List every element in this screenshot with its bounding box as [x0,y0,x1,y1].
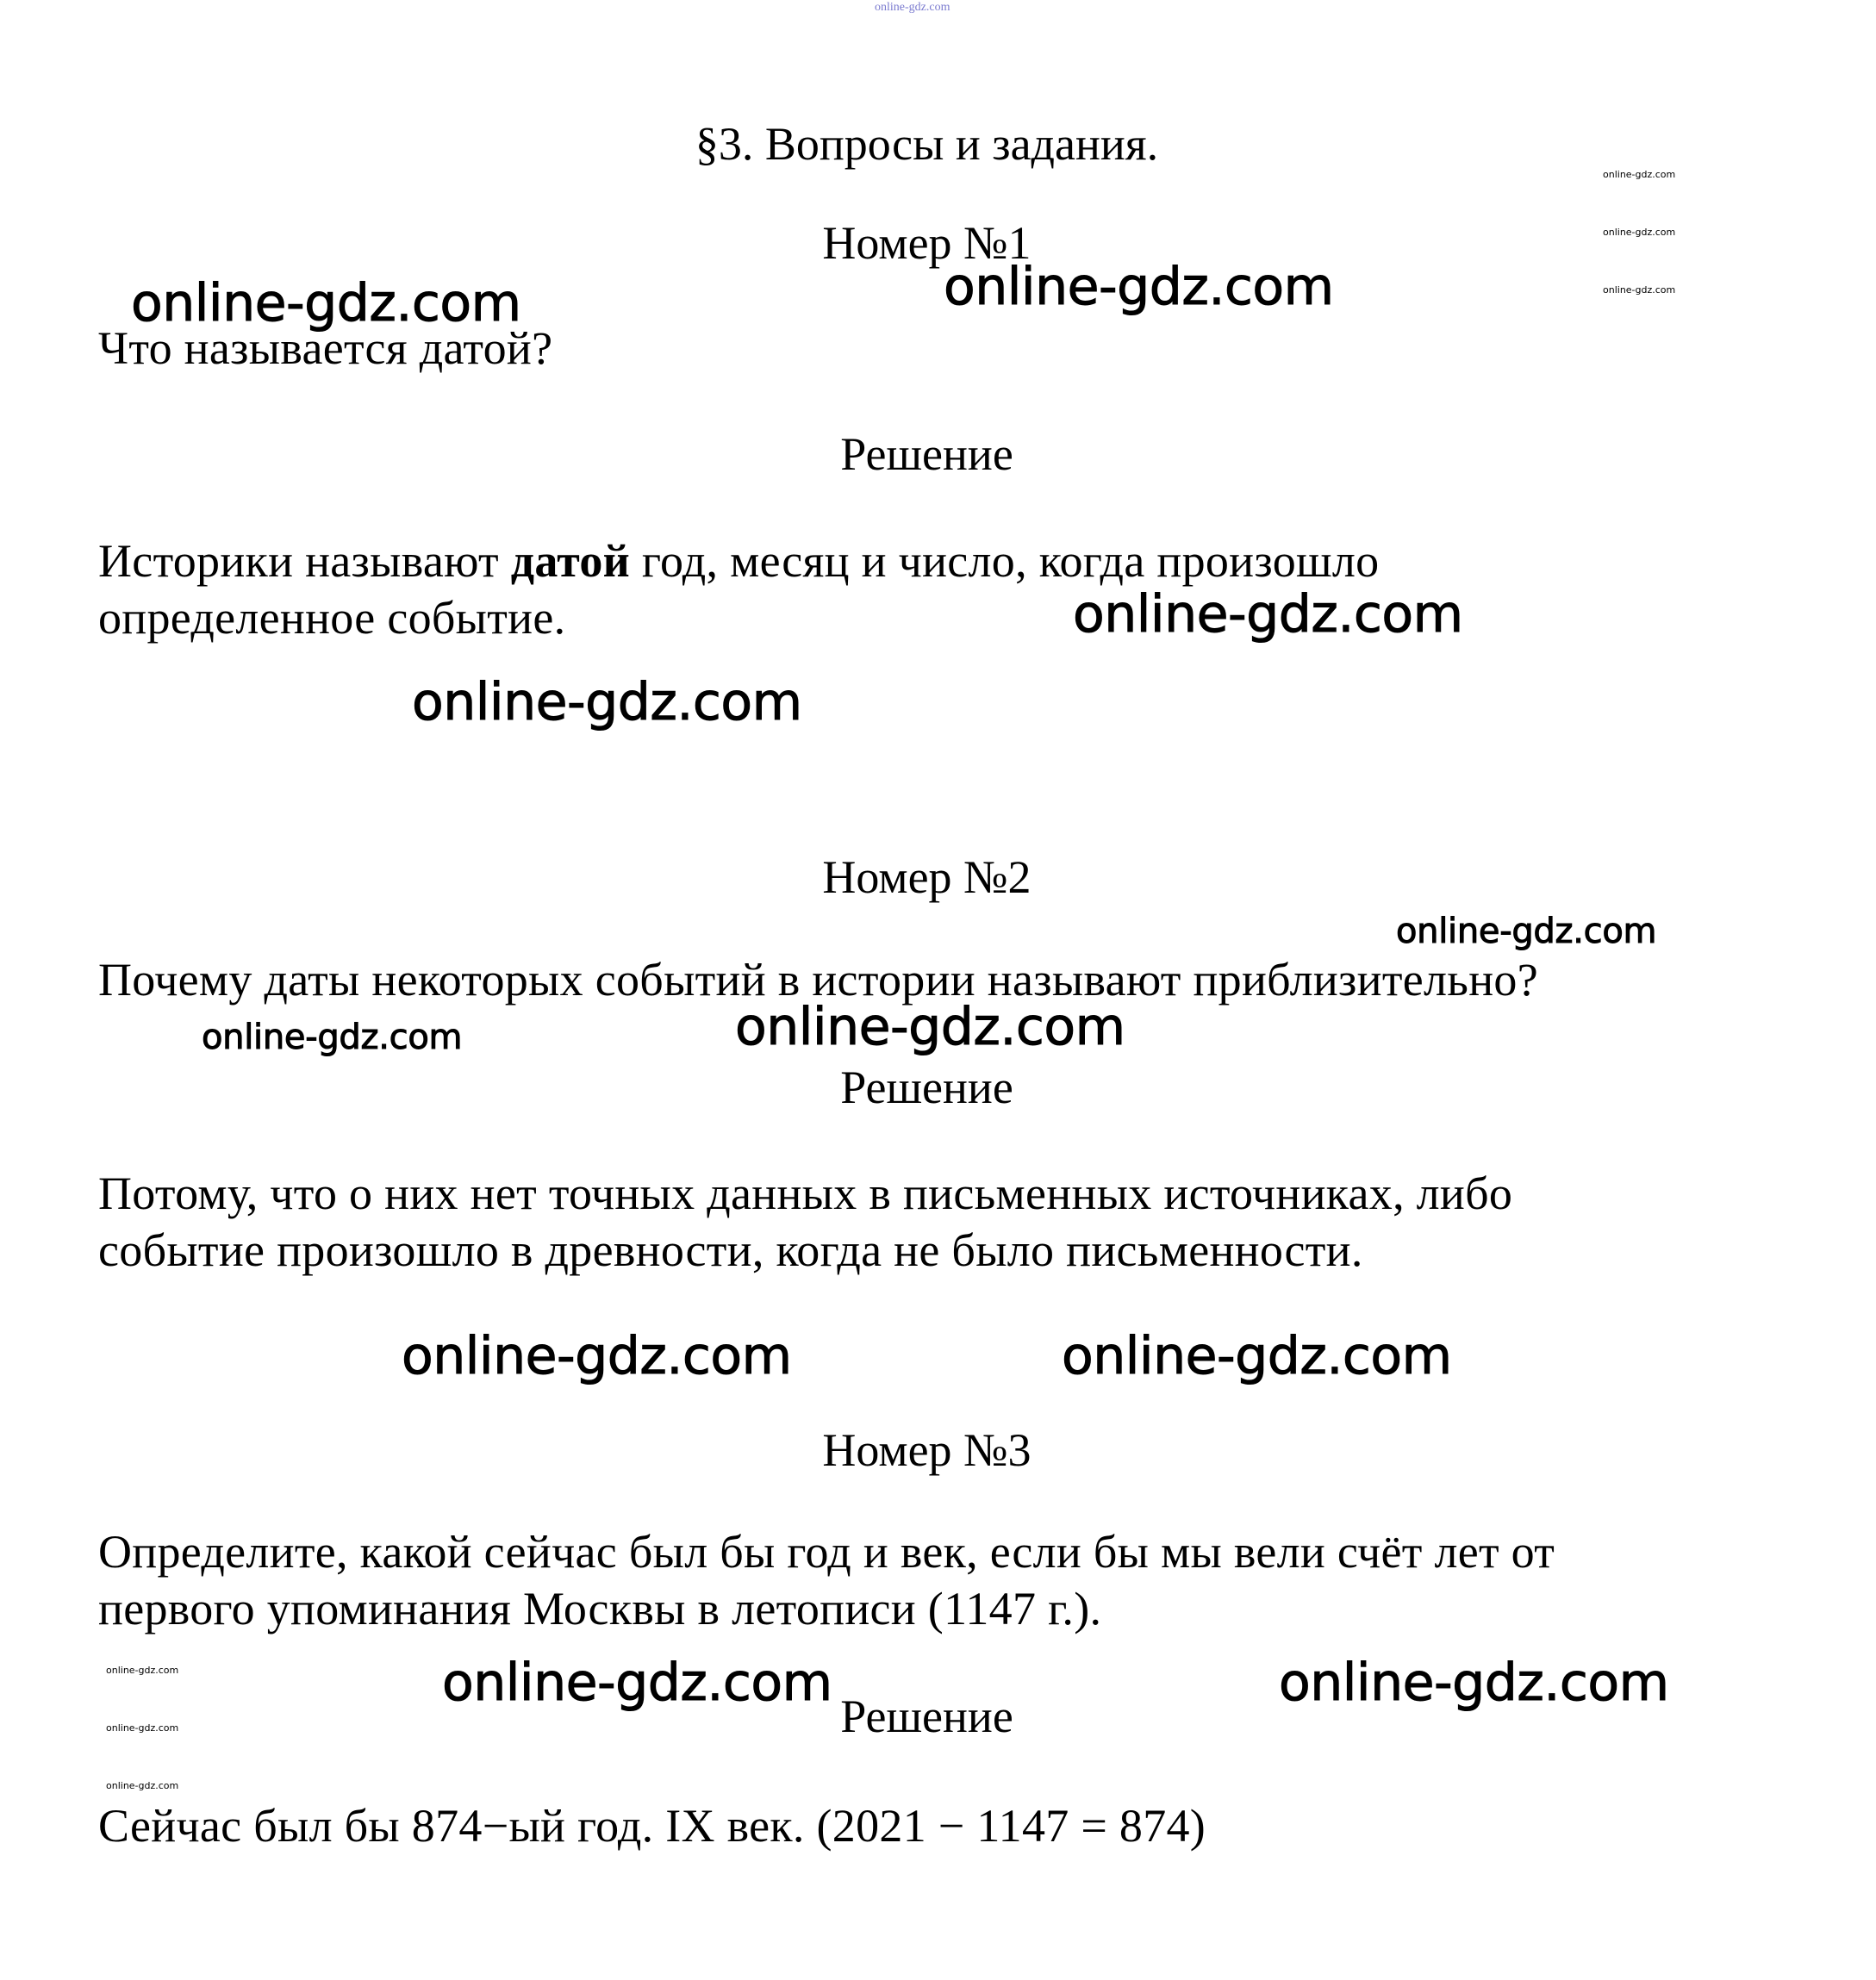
answer-text: год, месяц и число, когда произошло [630,535,1380,587]
watermark-small: online-gdz.com [106,1780,179,1791]
watermark-large: online-gdz.com [412,672,802,732]
watermark-top: online-gdz.com [875,1,950,14]
task-3-answer: Сейчас был бы 874−ый год. IX век. (2021 − 1147 = 874) [98,1800,1206,1852]
watermark-small: online-gdz.com [106,1665,179,1676]
watermark-small: online-gdz.com [1603,227,1676,238]
watermark-medium: online-gdz.com [1396,912,1657,951]
watermark-large: online-gdz.com [1062,1326,1452,1386]
task-3-number: Номер №3 [822,1424,1031,1476]
answer-term: датой [510,535,631,587]
task-1-number: Номер №1 [822,217,1031,269]
watermark-large: online-gdz.com [131,273,521,333]
task-1-question: Что называется датой? [98,322,553,374]
task-2-number: Номер №2 [822,851,1031,903]
watermark-small: online-gdz.com [1603,284,1676,296]
page-title: §3. Вопросы и задания. [695,118,1159,170]
watermark-large: online-gdz.com [1279,1653,1669,1713]
task-2-answer-line-2: событие произошло в древности, когда не было письменности. [98,1224,1363,1276]
task-2-solution-label: Решение [840,1062,1013,1113]
watermark-medium: online-gdz.com [202,1018,463,1057]
task-3-question-line-2: первого упоминания Москвы в летописи (1147 г.). [98,1583,1102,1634]
watermark-large: online-gdz.com [944,257,1334,317]
task-1-answer-line-2: определенное событие. [98,592,566,644]
watermark-large: online-gdz.com [1073,584,1463,644]
task-1-answer-line-1 [98,532,1379,589]
task-1-solution-label: Решение [840,428,1013,480]
task-2-question: Почему даты некоторых событий в истории называют приблизительно? [98,954,1538,1006]
watermark-large: online-gdz.com [735,997,1125,1057]
watermark-small: online-gdz.com [1603,169,1676,180]
answer-text: Историки называют [98,535,511,587]
task-2-answer-line-1: Потому, что о них нет точных данных в письменных источниках, либо [98,1167,1513,1219]
watermark-small: online-gdz.com [106,1722,179,1734]
watermark-large: online-gdz.com [402,1326,792,1386]
watermark-large: online-gdz.com [442,1653,832,1713]
task-3-solution-label: Решение [840,1690,1013,1742]
task-3-question-line-1: Определите, какой сейчас был бы год и век, если бы мы вели счёт лет от [98,1526,1555,1578]
